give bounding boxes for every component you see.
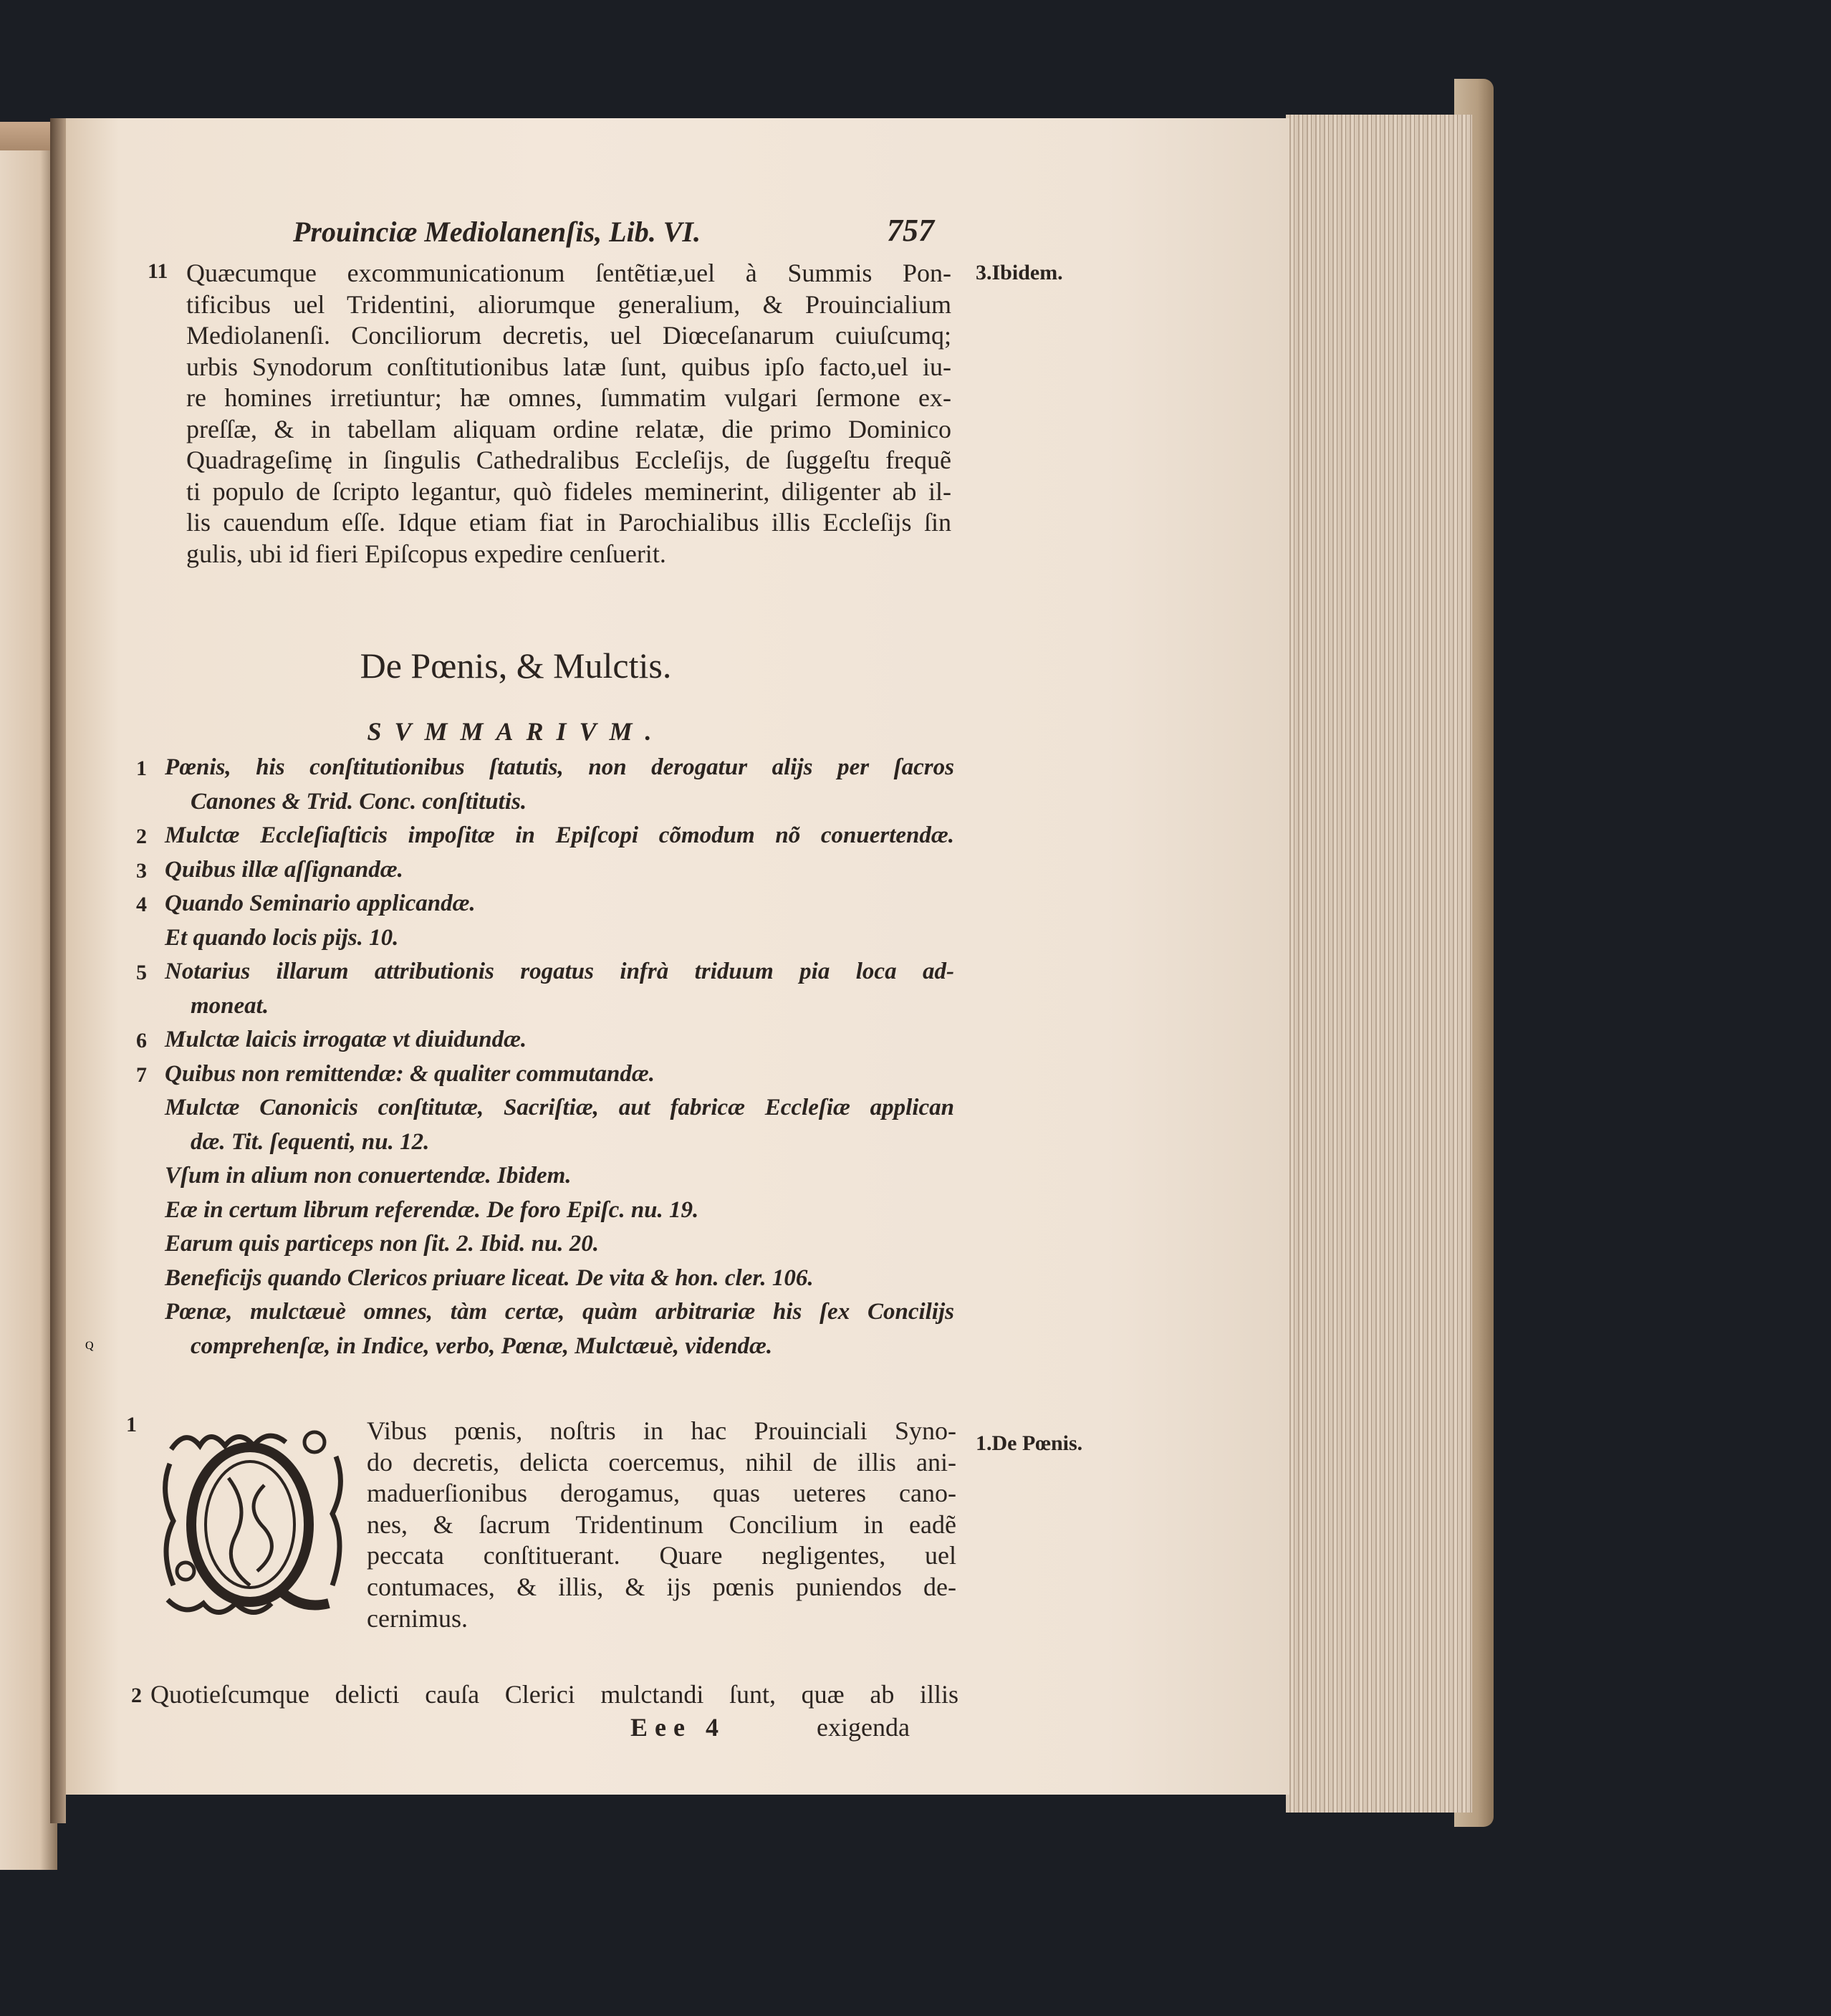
- facing-page-edge: [0, 136, 57, 1870]
- paragraph-line: Quadrageſimę in ſingulis Cathedralibus Eccleſijs, de ſuggeſtu frequẽ: [186, 446, 951, 474]
- paragraph-line: urbis Synodorum conſtitutionibus latæ ſunt, quibus ipſo facto,uel iu-: [186, 352, 951, 381]
- paragraph-line: Mediolanenſi. Conciliorum decretis, uel Diœceſanarum cuiuſcumq;: [186, 321, 951, 350]
- paragraph-line: Vibus pœnis, noſtris in hac Prouinciali Syno-: [367, 1416, 956, 1445]
- summary-item: Beneficijs quando Clericos priuare liceat. De vita & hon. cler. 106.: [165, 1264, 814, 1291]
- summary-item-number: 6: [136, 1029, 147, 1052]
- paragraph-number: 11: [148, 259, 168, 283]
- summary-item: Mulctæ Canonicis conſtitutæ, Sacriſtiæ, aut fabricæ Eccleſiæ applican: [165, 1095, 954, 1120]
- paragraph-line: peccata conſtituerant. Quare negligentes, uel: [367, 1541, 956, 1570]
- summary-item-number: 2: [136, 825, 147, 848]
- paragraph-line: maduerſionibus derogamus, quas ueteres cano-: [367, 1479, 956, 1508]
- summary-item-number: 5: [136, 961, 147, 984]
- paragraph-3-line: Quotieſcumque delicti cauſa Clerici mulctandi ſunt, quæ ab illis: [150, 1680, 958, 1709]
- summary-item: Quibus illæ aſſignandæ.: [165, 856, 403, 883]
- paragraph-number: 2: [131, 1684, 142, 1707]
- book-gutter: [50, 118, 66, 1823]
- summary-item: Pœnis, his conſtitutionibus ſtatutis, non derogatur alijs per ſacros: [165, 754, 954, 780]
- paragraph-line: tificibus uel Tridentini, aliorumque generalium, & Prouincialium: [186, 289, 951, 319]
- summary-item: Canones & Trid. Conc. conſtitutis.: [191, 788, 527, 815]
- summary-item: Quibus non remittendæ: & qualiter commutandæ.: [165, 1060, 655, 1087]
- paragraph-line: ti populo de ſcripto legantur, quò fideles meminerint, diligenter ab il-: [186, 476, 951, 506]
- paragraph-line: Quæcumque excommunicationum ſentẽtiæ,uel à Summis Pon-: [186, 259, 951, 287]
- paragraph-line: do decretis, delicta coercemus, nihil de illis ani-: [367, 1447, 956, 1477]
- catchword: exigenda: [817, 1713, 910, 1742]
- paragraph-line: gulis, ubi id fieri Epiſcopus expedire cenſuerit.: [186, 539, 666, 568]
- section-heading: De Pœnis, & Mulctis.: [360, 645, 672, 686]
- summary-item-number: 3: [136, 858, 147, 883]
- running-head: Prouinciæ Mediolanenſis, Lib. VI.: [293, 216, 701, 248]
- paragraph-line: cernimus.: [367, 1603, 468, 1633]
- summary-item: Notarius illarum attributionis rogatus infrà triduum pia loca ad-: [165, 959, 954, 984]
- signature-mark: Eee 4: [630, 1713, 726, 1742]
- summary-item: Earum quis particeps non ſit. 2. Ibid. nu. 20.: [165, 1231, 600, 1257]
- summary-item: moneat.: [191, 992, 269, 1019]
- drop-cap-letter: Q: [85, 1340, 94, 1352]
- summary-item: Mulctæ laicis irrogatæ vt diuidundæ.: [165, 1027, 527, 1052]
- summary-item-number: 1: [136, 757, 147, 780]
- summary-item: Pœnæ, mulctæuè omnes, tàm certæ, quàm arbitrariæ his ſex Concilijs: [165, 1299, 954, 1325]
- summary-item: Eæ in certum librum referendæ. De foro Epiſc. nu. 19.: [165, 1196, 699, 1223]
- summary-item: dæ. Tit. ſequenti, nu. 12.: [191, 1128, 430, 1155]
- summary-title: SVMMARIVM.: [367, 717, 665, 746]
- summary-item: Mulctæ Eccleſiaſticis impoſitæ in Epiſcopi cõmodum nõ conuertendæ.: [165, 822, 954, 848]
- summary-item: Et quando locis pijs. 10.: [165, 924, 399, 951]
- margin-note: 1.De Pœnis.: [976, 1431, 1083, 1455]
- margin-note: 3.Ibidem.: [976, 261, 1063, 284]
- paragraph-line: contumaces, & illis, & ijs pœnis puniendos de-: [367, 1573, 956, 1601]
- page-number: 757: [887, 213, 934, 248]
- summary-item: Quando Seminario applicandæ.: [165, 891, 476, 916]
- summary-item-number: 7: [136, 1062, 147, 1087]
- paragraph-line: preſſæ, & in tabellam aliquam ordine relatæ, die primo Dominico: [186, 414, 951, 443]
- paragraph-line: nes, & ſacrum Tridentinum Concilium in eadẽ: [367, 1509, 956, 1539]
- ornamental-drop-cap: [85, 1340, 349, 1626]
- paragraph-line: lis cauendum eſſe. Idque etiam fiat in Parochialibus illis Eccleſijs ſin: [186, 508, 951, 537]
- paragraph-line: re homines irretiuntur; hæ omnes, ſummatim vulgari ſermone ex-: [186, 383, 951, 412]
- summary-item: comprehenſæ, in Indice, verbo, Pœnæ, Mulctæuè, videndæ.: [191, 1333, 773, 1359]
- paragraph-number: 1: [126, 1413, 137, 1436]
- summary-item-number: 4: [136, 893, 147, 916]
- summary-item: Vſum in alium non conuertendæ. Ibidem.: [165, 1163, 572, 1189]
- page-fore-edge: [1286, 115, 1472, 1813]
- floral-ornament-icon: [85, 1340, 349, 1626]
